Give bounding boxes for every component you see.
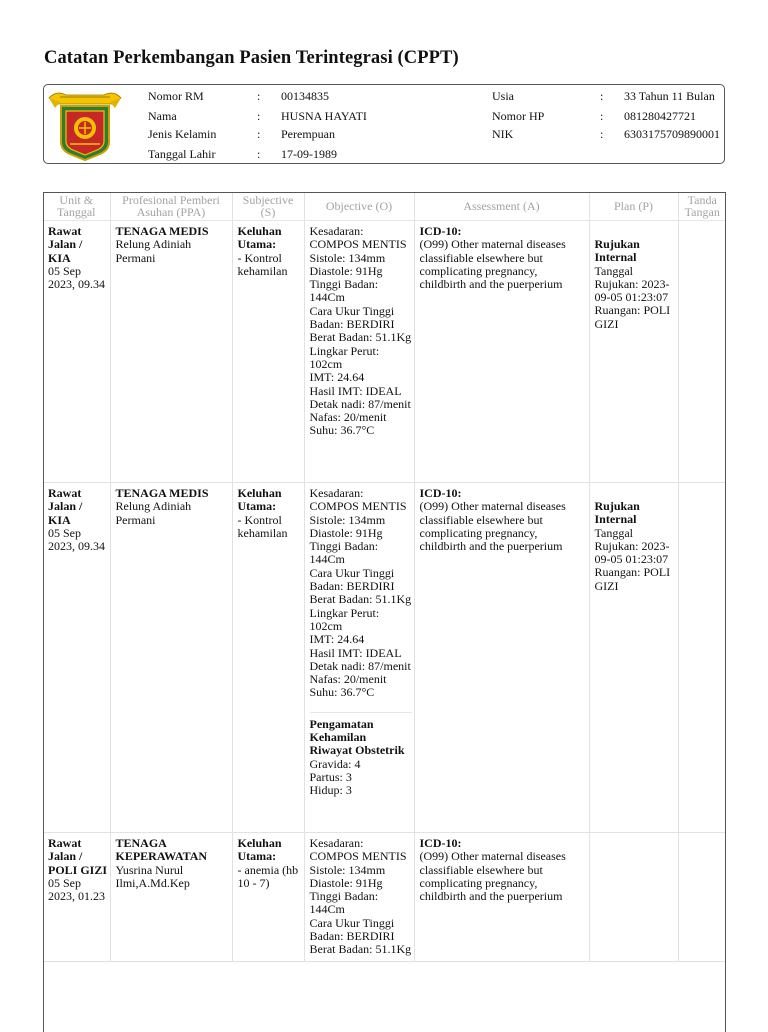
separator: : xyxy=(257,127,261,141)
subjective-title: Keluhan Utama: xyxy=(237,486,282,514)
label-jenis-kelamin: Jenis Kelamin xyxy=(148,127,217,141)
header-unit-tanggal: Unit & Tanggal xyxy=(43,192,110,221)
ppa-name: Relung Adiniah Permani xyxy=(115,237,192,265)
obstetric-title: Pengamatan Kehamilan Riwayat Obstetrik xyxy=(309,716,405,758)
visit-date: 05 Sep 2023, 09.34 xyxy=(48,263,105,292)
assessment-text: (O99) Other maternal diseases classifiable elsewhere but complicating pregnancy, childbirth and the puerperium xyxy=(419,237,566,292)
value-nomor-hp: 081280427721 xyxy=(624,109,696,123)
separator: : xyxy=(257,109,261,123)
objective-text: Kesadaran: COMPOS MENTIS Sistole: 134mm Diastole: 91Hg Tinggi Badan: 144Cm Cara Ukur Tinggi Badan: BERDIRI Berat Badan: 51.1Kg xyxy=(309,836,412,957)
header-objective: Objective (O) xyxy=(304,192,414,221)
page-title: Catatan Perkembangan Pasien Terintegrasi (CPPT) xyxy=(44,48,459,68)
header-assessment: Assessment (A) xyxy=(414,192,589,221)
separator: : xyxy=(257,147,261,161)
subjective-text: - Kontrol kehamilan xyxy=(237,250,288,278)
plan-title: Rujukan Internal xyxy=(594,237,640,265)
assessment-text: (O99) Other maternal diseases classifiable elsewhere but complicating pregnancy, childbirth and the puerperium xyxy=(419,849,566,904)
label-nomor-rm: Nomor RM xyxy=(148,89,204,103)
cell-unit-tanggal xyxy=(43,483,110,833)
ppa-name: Yusrina Nurul Ilmi,A.Md.Kep xyxy=(115,862,190,890)
header-subjective: Subjective (S) xyxy=(232,192,304,221)
plan-title: Rujukan Internal xyxy=(594,499,640,527)
patient-info-card xyxy=(43,84,725,164)
subjective-text: - Kontrol kehamilan xyxy=(237,512,288,540)
value-nik: 6303175709890001 xyxy=(624,127,720,141)
separator: : xyxy=(600,109,604,123)
subjective-title: Keluhan Utama: xyxy=(237,836,282,864)
cell-subjective xyxy=(232,221,304,483)
separator: : xyxy=(600,89,604,103)
plan-text: Tanggal Rujukan: 2023-09-05 01:23:07 Ruangan: POLI GIZI xyxy=(594,263,671,331)
value-tanggal-lahir: 17-09-1989 xyxy=(281,147,337,161)
ppa-role: TENAGA KEPERAWATAN xyxy=(115,836,208,864)
ppa-role: TENAGA MEDIS xyxy=(115,486,209,500)
unit-name: Rawat Jalan / KIA xyxy=(48,486,83,527)
cell-objective xyxy=(304,221,414,483)
value-nama: HUSNA HAYATI xyxy=(281,109,367,123)
ppa-role: TENAGA MEDIS xyxy=(115,224,209,238)
cell-ppa xyxy=(110,221,232,483)
value-usia: 33 Tahun 11 Bulan xyxy=(624,89,715,103)
cell-unit-tanggal xyxy=(43,221,110,483)
cell-plan xyxy=(589,221,678,483)
cell-ppa xyxy=(110,483,232,833)
table-row xyxy=(43,483,726,833)
cell-plan xyxy=(589,483,678,833)
cell-assessment xyxy=(414,483,589,833)
cell-assessment xyxy=(414,221,589,483)
separator: : xyxy=(257,89,261,103)
cell-unit-tanggal xyxy=(43,833,110,962)
signature-cell xyxy=(678,483,726,833)
header-ppa: Profesional Pemberi Asuhan (PPA) xyxy=(110,192,232,221)
cell-objective xyxy=(304,833,414,962)
header-plan: Plan (P) xyxy=(589,192,678,221)
obstetric-section xyxy=(310,712,412,798)
cell-assessment xyxy=(414,833,589,962)
signature-cell xyxy=(678,833,726,962)
value-nomor-rm: 00134835 xyxy=(281,89,329,103)
plan-text: Tanggal Rujukan: 2023-09-05 01:23:07 Ruangan: POLI GIZI xyxy=(594,525,671,593)
assessment-title: ICD-10: xyxy=(419,836,462,850)
label-tanggal-lahir: Tanggal Lahir xyxy=(148,147,216,161)
assessment-title: ICD-10: xyxy=(419,486,462,500)
subjective-text: - anemia (hb 10 - 7) xyxy=(237,862,299,890)
table-row xyxy=(43,833,726,962)
objective-text: Kesadaran: COMPOS MENTIS Sistole: 134mm Diastole: 91Hg Tinggi Badan: 144Cm Cara Ukur Tinggi Badan: BERDIRI Berat Badan: 51.1Kg Lingkar Perut: 102cm IMT: 24.64 Hasil IMT: IDEAL Detak nadi: 87/menit Nafas: 20/menit Suhu: 36.7°C xyxy=(309,224,412,438)
visit-date: 05 Sep 2023, 09.34 xyxy=(48,525,105,554)
ppa-name: Relung Adiniah Permani xyxy=(115,499,192,527)
visit-date: 05 Sep 2023, 01.23 xyxy=(48,875,105,904)
separator: : xyxy=(600,127,604,141)
subjective-title: Keluhan Utama: xyxy=(237,224,282,252)
cell-subjective xyxy=(232,483,304,833)
cell-subjective xyxy=(232,833,304,962)
objective-text: Kesadaran: COMPOS MENTIS Sistole: 134mm Diastole: 91Hg Tinggi Badan: 144Cm Cara Ukur Tinggi Badan: BERDIRI Berat Badan: 51.1Kg Lingkar Perut: 102cm IMT: 24.64 Hasil IMT: IDEAL Detak nadi: 87/menit Nafas: 20/menit Suhu: 36.7°C xyxy=(309,486,412,700)
assessment-text: (O99) Other maternal diseases classifiable elsewhere but complicating pregnancy, childbirth and the puerperium xyxy=(419,499,566,554)
cell-plan xyxy=(589,833,678,962)
cell-ppa xyxy=(110,833,232,962)
table-row xyxy=(43,221,726,483)
table-header-row xyxy=(43,192,726,221)
label-usia: Usia xyxy=(492,89,514,103)
signature-cell xyxy=(678,221,726,483)
value-jenis-kelamin: Perempuan xyxy=(281,127,335,141)
unit-name: Rawat Jalan / POLI GIZI xyxy=(48,836,108,877)
label-nomor-hp: Nomor HP xyxy=(492,109,545,123)
obstetric-text: Gravida: 4 Partus: 3 Hidup: 3 xyxy=(309,756,361,798)
city-emblem-logo xyxy=(46,86,124,162)
label-nik: NIK xyxy=(492,127,514,141)
unit-name: Rawat Jalan / KIA xyxy=(48,224,83,265)
label-nama: Nama xyxy=(148,109,177,123)
cell-objective xyxy=(304,483,414,833)
assessment-title: ICD-10: xyxy=(419,224,462,238)
cppt-table xyxy=(43,192,726,962)
header-tanda-tangan: Tanda Tangan xyxy=(678,192,726,221)
